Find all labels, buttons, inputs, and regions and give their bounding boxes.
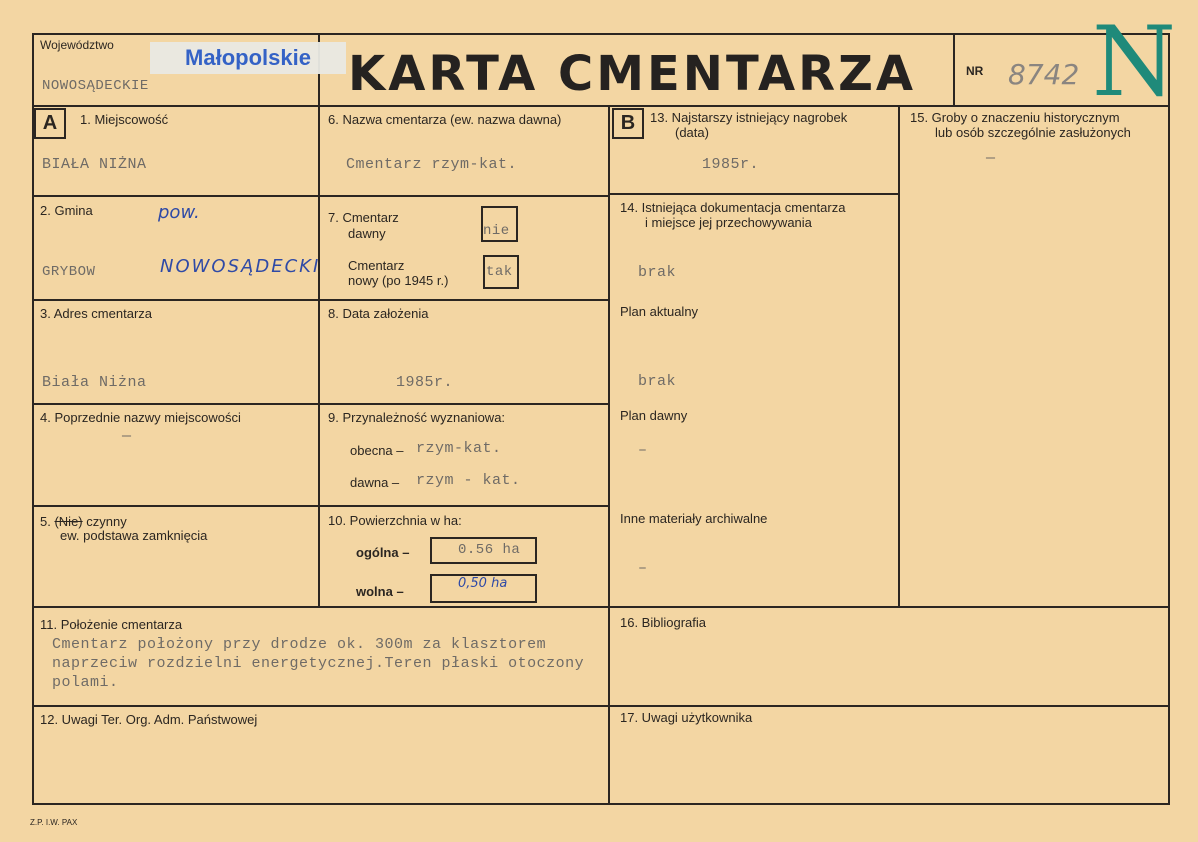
field-3-value: Biała Niżna <box>42 374 147 391</box>
field-2-hand-pow: pow. <box>158 202 200 223</box>
field-5-label-line2: ew. podstawa zamknięcia <box>60 528 208 543</box>
section-a-box: A <box>34 108 66 139</box>
inne-materialy-value: – <box>638 560 648 577</box>
region-stamp: Małopolskie <box>150 42 346 74</box>
field-4-value: — <box>122 428 132 445</box>
field-2-label: 2. Gmina <box>40 203 93 218</box>
field-3-label: 3. Adres cmentarza <box>40 306 152 321</box>
row-line-4 <box>32 505 610 507</box>
field-5-label-prefix: 5. <box>40 514 55 529</box>
field-11-line-1: Cmentarz położony przy drodze ok. 300m za klasztorem <box>52 636 547 653</box>
field-4-label: 4. Poprzednie nazwy miejscowości <box>40 410 241 425</box>
field-7-dawny-label: dawny <box>348 226 386 241</box>
border-right <box>1168 33 1170 805</box>
border-left <box>32 33 34 805</box>
wojewodztwo-label: Województwo <box>40 38 114 52</box>
nr-label: NR <box>966 64 984 78</box>
row-line-3 <box>32 403 610 405</box>
field-6-value: Cmentarz rzym-kat. <box>346 156 518 173</box>
field-1-value: BIAŁA NIŻNA <box>42 156 147 173</box>
field-14-label-2: i miejsce jej przechowywania <box>645 215 812 230</box>
field-7-nowy-value: tak <box>486 264 513 280</box>
row-line-5 <box>32 606 1170 608</box>
field-5-label-strike: (Nie) <box>54 514 83 529</box>
field-15-label-1: 15. Groby o znaczeniu historycznym <box>910 110 1120 125</box>
field-7-dawny-value: nie <box>483 223 510 239</box>
field-5-label <box>40 514 127 529</box>
field-13-label-1: 13. Najstarszy istniejący nagrobek <box>650 110 848 125</box>
field-11-line-2: naprzeciw rozdzielni energetycznej.Teren płaski otoczony <box>52 655 585 672</box>
col-b-c-divider <box>608 105 610 805</box>
field-9-obecna-label: obecna – <box>350 443 404 458</box>
row-line-6 <box>32 705 1170 707</box>
field-7-label: 7. Cmentarz <box>328 210 399 225</box>
plan-dawny-value: – <box>638 442 648 459</box>
field-6-label: 6. Nazwa cmentarza (ew. nazwa dawna) <box>328 112 562 127</box>
field-9-dawna-value: rzym - kat. <box>416 472 521 489</box>
field-2-value: GRYBOW <box>42 264 96 280</box>
field-11-line-3: polami. <box>52 674 119 691</box>
field-10-ogolna-label: ogólna – <box>356 545 410 560</box>
field-14-label-1: 14. Istniejąca dokumentacja cmentarza <box>620 200 846 215</box>
col-a-b-divider <box>318 105 320 608</box>
field-5-label-suffix: czynny <box>82 514 127 529</box>
field-13-value: 1985r. <box>702 156 760 173</box>
field-17-label: 17. Uwagi użytkownika <box>620 710 753 725</box>
nr-value: 8742 <box>1008 58 1080 91</box>
border-top <box>32 33 1170 35</box>
field-2-hand-district: NOWOSĄDECKI <box>160 256 321 277</box>
field-14-value: brak <box>638 264 677 281</box>
header-divider <box>32 105 1170 107</box>
plan-aktualny-label: Plan aktualny <box>620 304 699 319</box>
row-line-1b <box>608 193 900 195</box>
field-1-label: 1. Miejscowość <box>80 112 169 127</box>
printer-mark: Z.P. I.W. PAX <box>30 818 78 827</box>
plan-aktualny-value: brak <box>638 373 677 390</box>
border-bottom <box>32 803 1170 805</box>
field-12-label: 12. Uwagi Ter. Org. Adm. Państwowej <box>40 712 258 727</box>
field-10-wolna-label: wolna – <box>356 584 404 599</box>
field-8-label: 8. Data założenia <box>328 306 429 321</box>
field-15-label-2: lub osób szczególnie zasłużonych <box>935 125 1131 140</box>
wojewodztwo-value: NOWOSĄDECKIE <box>42 78 149 94</box>
field-9-obecna-value: rzym-kat. <box>416 440 502 457</box>
field-11-label: 11. Położenie cmentarza <box>40 617 183 632</box>
field-15-value: — <box>986 150 996 167</box>
col-c-d-divider <box>898 105 900 608</box>
corner-mark: N <box>1092 6 1176 118</box>
field-10-wolna-value: 0,50 ha <box>458 576 508 591</box>
card-title: KARTA CMENTARZA <box>348 46 917 102</box>
row-line-2 <box>32 299 610 301</box>
field-8-value: 1985r. <box>396 374 454 391</box>
header-vline-2 <box>953 33 955 107</box>
field-7-nowy-label-1: Cmentarz <box>348 258 405 273</box>
row-line-1 <box>32 195 610 197</box>
field-13-label-2: (data) <box>675 125 709 140</box>
field-10-label: 10. Powierzchnia w ha: <box>328 513 462 528</box>
inne-materialy-label: Inne materiały archiwalne <box>620 511 768 526</box>
field-7-nowy-label-2: nowy (po 1945 r.) <box>348 273 449 288</box>
field-10-ogolna-value: 0.56 ha <box>458 542 521 558</box>
field-16-label: 16. Bibliografia <box>620 615 706 630</box>
plan-dawny-label: Plan dawny <box>620 408 688 423</box>
field-9-dawna-label: dawna – <box>350 475 400 490</box>
section-b-box: B <box>612 108 644 139</box>
field-9-label: 9. Przynależność wyznaniowa: <box>328 410 506 425</box>
